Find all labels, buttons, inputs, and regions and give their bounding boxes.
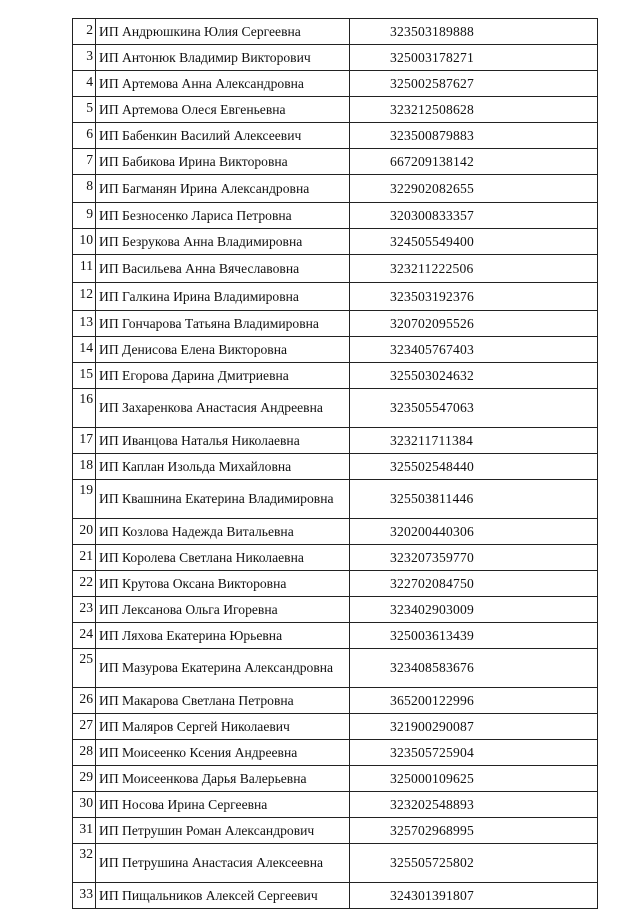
entrepreneur-name: ИП Безносенко Лариса Петровна — [96, 203, 350, 229]
entrepreneur-name: ИП Безрукова Анна Владимировна — [96, 229, 350, 255]
table-row — [73, 623, 598, 649]
inn-number: 325503024632 — [350, 363, 598, 389]
row-number: 25 — [73, 649, 96, 688]
table-row — [73, 203, 598, 229]
inn-number: 323402903009 — [350, 597, 598, 623]
row-number: 13 — [73, 311, 96, 337]
table-row — [73, 597, 598, 623]
table-row — [73, 571, 598, 597]
inn-number: 324505549400 — [350, 229, 598, 255]
table-body — [73, 19, 598, 909]
row-number: 2 — [73, 19, 96, 45]
row-number: 19 — [73, 480, 96, 519]
table-row — [73, 545, 598, 571]
document-page — [72, 18, 598, 909]
entrepreneur-name: ИП Петрушина Анастасия Алексеевна — [96, 844, 350, 883]
table-row — [73, 45, 598, 71]
row-number: 11 — [73, 255, 96, 283]
table-row — [73, 519, 598, 545]
entrepreneur-name: ИП Бабенкин Василий Алексеевич — [96, 123, 350, 149]
table-row — [73, 649, 598, 688]
entrepreneur-name: ИП Захаренкова Анастасия Андреевна — [96, 389, 350, 428]
inn-number: 321900290087 — [350, 714, 598, 740]
row-number: 12 — [73, 283, 96, 311]
inn-number: 325003613439 — [350, 623, 598, 649]
inn-number: 325002587627 — [350, 71, 598, 97]
row-number: 26 — [73, 688, 96, 714]
table-row — [73, 311, 598, 337]
entrepreneur-name: ИП Крутова Оксана Викторовна — [96, 571, 350, 597]
entrepreneur-name: ИП Артемова Анна Александровна — [96, 71, 350, 97]
entrepreneur-name: ИП Гончарова Татьяна Владимировна — [96, 311, 350, 337]
table-row — [73, 255, 598, 283]
table-row — [73, 688, 598, 714]
inn-number: 323212508628 — [350, 97, 598, 123]
inn-number: 323505725904 — [350, 740, 598, 766]
entrepreneur-name: ИП Королева Светлана Николаевна — [96, 545, 350, 571]
entrepreneur-name: ИП Иванцова Наталья Николаевна — [96, 428, 350, 454]
inn-number: 325702968995 — [350, 818, 598, 844]
entrepreneur-name: ИП Андрюшкина Юлия Сергеевна — [96, 19, 350, 45]
entrepreneur-name: ИП Артемова Олеся Евгеньевна — [96, 97, 350, 123]
inn-number: 325502548440 — [350, 454, 598, 480]
entrepreneur-name: ИП Маляров Сергей Николаевич — [96, 714, 350, 740]
entrepreneur-name: ИП Ляхова Екатерина Юрьевна — [96, 623, 350, 649]
table-row — [73, 149, 598, 175]
inn-number: 325505725802 — [350, 844, 598, 883]
inn-number: 323207359770 — [350, 545, 598, 571]
row-number: 22 — [73, 571, 96, 597]
table-row — [73, 19, 598, 45]
table-row — [73, 883, 598, 909]
row-number: 32 — [73, 844, 96, 883]
table-row — [73, 480, 598, 519]
inn-number: 320702095526 — [350, 311, 598, 337]
table-row — [73, 71, 598, 97]
entrepreneur-name: ИП Квашнина Екатерина Владимировна — [96, 480, 350, 519]
entrepreneur-name: ИП Носова Ирина Сергеевна — [96, 792, 350, 818]
table-row — [73, 714, 598, 740]
row-number: 18 — [73, 454, 96, 480]
entrepreneurs-table — [72, 18, 598, 909]
inn-number: 323408583676 — [350, 649, 598, 688]
row-number: 27 — [73, 714, 96, 740]
entrepreneur-name: ИП Каплан Изольда Михайловна — [96, 454, 350, 480]
table-row — [73, 766, 598, 792]
table-row — [73, 175, 598, 203]
inn-number: 322702084750 — [350, 571, 598, 597]
inn-number: 323503192376 — [350, 283, 598, 311]
table-row — [73, 428, 598, 454]
table-row — [73, 123, 598, 149]
inn-number: 323405767403 — [350, 337, 598, 363]
inn-number: 325003178271 — [350, 45, 598, 71]
inn-number: 322902082655 — [350, 175, 598, 203]
entrepreneur-name: ИП Багманян Ирина Александровна — [96, 175, 350, 203]
inn-number: 320200440306 — [350, 519, 598, 545]
row-number: 33 — [73, 883, 96, 909]
row-number: 5 — [73, 97, 96, 123]
entrepreneur-name: ИП Егорова Дарина Дмитриевна — [96, 363, 350, 389]
inn-number: 323211711384 — [350, 428, 598, 454]
entrepreneur-name: ИП Антонюк Владимир Викторович — [96, 45, 350, 71]
table-row — [73, 229, 598, 255]
row-number: 17 — [73, 428, 96, 454]
row-number: 29 — [73, 766, 96, 792]
row-number: 24 — [73, 623, 96, 649]
entrepreneur-name: ИП Моисеенко Ксения Андреевна — [96, 740, 350, 766]
entrepreneur-name: ИП Макарова Светлана Петровна — [96, 688, 350, 714]
row-number: 6 — [73, 123, 96, 149]
table-row — [73, 740, 598, 766]
entrepreneur-name: ИП Васильева Анна Вячеславовна — [96, 255, 350, 283]
inn-number: 365200122996 — [350, 688, 598, 714]
table-row — [73, 792, 598, 818]
entrepreneur-name: ИП Пищальников Алексей Сергеевич — [96, 883, 350, 909]
inn-number: 324301391807 — [350, 883, 598, 909]
table-row — [73, 283, 598, 311]
entrepreneur-name: ИП Мазурова Екатерина Александровна — [96, 649, 350, 688]
row-number: 15 — [73, 363, 96, 389]
row-number: 8 — [73, 175, 96, 203]
row-number: 20 — [73, 519, 96, 545]
entrepreneur-name: ИП Козлова Надежда Витальевна — [96, 519, 350, 545]
row-number: 7 — [73, 149, 96, 175]
table-row — [73, 454, 598, 480]
inn-number: 325503811446 — [350, 480, 598, 519]
row-number: 3 — [73, 45, 96, 71]
inn-number: 323505547063 — [350, 389, 598, 428]
row-number: 30 — [73, 792, 96, 818]
inn-number: 323202548893 — [350, 792, 598, 818]
row-number: 14 — [73, 337, 96, 363]
row-number: 4 — [73, 71, 96, 97]
entrepreneur-name: ИП Денисова Елена Викторовна — [96, 337, 350, 363]
table-row — [73, 844, 598, 883]
table-row — [73, 363, 598, 389]
entrepreneur-name: ИП Моисеенкова Дарья Валерьевна — [96, 766, 350, 792]
entrepreneur-name: ИП Галкина Ирина Владимировна — [96, 283, 350, 311]
row-number: 28 — [73, 740, 96, 766]
inn-number: 320300833357 — [350, 203, 598, 229]
row-number: 31 — [73, 818, 96, 844]
inn-number: 667209138142 — [350, 149, 598, 175]
table-row — [73, 97, 598, 123]
row-number: 21 — [73, 545, 96, 571]
row-number: 16 — [73, 389, 96, 428]
inn-number: 323500879883 — [350, 123, 598, 149]
entrepreneur-name: ИП Петрушин Роман Александрович — [96, 818, 350, 844]
row-number: 10 — [73, 229, 96, 255]
inn-number: 323211222506 — [350, 255, 598, 283]
table-row — [73, 389, 598, 428]
inn-number: 323503189888 — [350, 19, 598, 45]
entrepreneur-name: ИП Бабикова Ирина Викторовна — [96, 149, 350, 175]
inn-number: 325000109625 — [350, 766, 598, 792]
row-number: 9 — [73, 203, 96, 229]
table-row — [73, 818, 598, 844]
row-number: 23 — [73, 597, 96, 623]
entrepreneur-name: ИП Лексанова Ольга Игоревна — [96, 597, 350, 623]
table-row — [73, 337, 598, 363]
